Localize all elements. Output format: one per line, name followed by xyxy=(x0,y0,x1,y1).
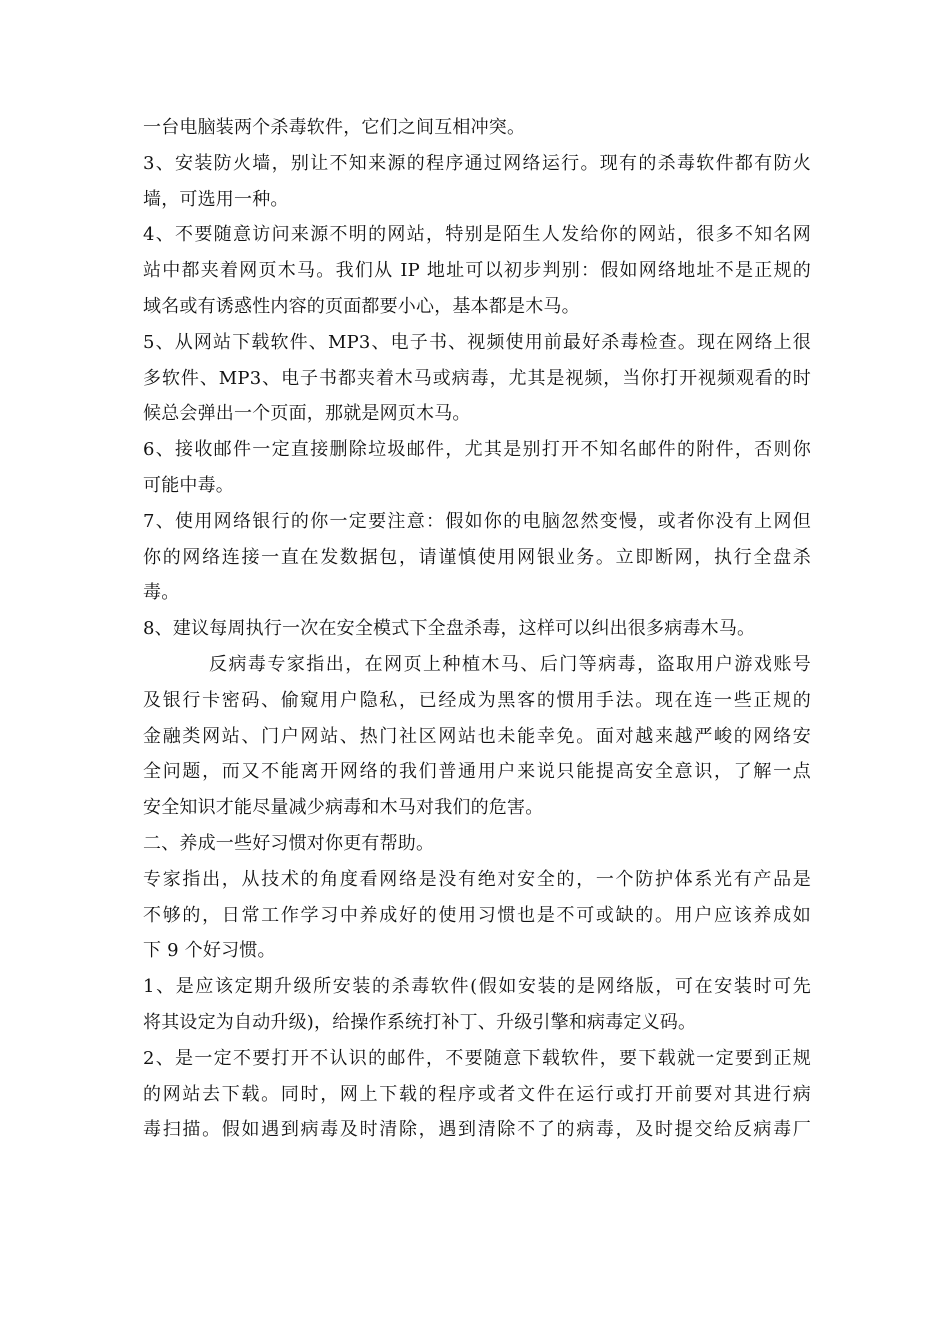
text-line: 及银行卡密码、偷窥用户隐私，已经成为黑客的惯用手法。现在连一些正规的 xyxy=(143,689,811,711)
text-line: 1、是应该定期升级所安装的杀毒软件(假如安装的是网络版，可在安装时可先 xyxy=(143,976,811,998)
text-line: 3、安装防火墙，别让不知来源的程序通过网络运行。现有的杀毒软件都有防火 xyxy=(143,152,811,174)
text-line: 可能中毒。 xyxy=(143,474,234,496)
text-line: 域名或有诱惑性内容的页面都要小心，基本都是木马。 xyxy=(143,295,580,317)
text-line: 候总会弹出一个页面，那就是网页木马。 xyxy=(143,403,471,425)
text-line: 安全知识才能尽量减少病毒和木马对我们的危害。 xyxy=(143,797,544,819)
text-line: 多软件、MP3、电子书都夹着木马或病毒，尤其是视频，当你打开视频观看的时 xyxy=(143,367,811,389)
text-line: 专家指出，从技术的角度看网络是没有绝对安全的，一个防护体系光有产品是 xyxy=(143,868,811,890)
text-line: 6、接收邮件一定直接删除垃圾邮件，尤其是别打开不知名邮件的附件，否则你 xyxy=(143,439,811,461)
text-line: 一台电脑装两个杀毒软件，它们之间互相冲突。 xyxy=(143,117,526,138)
text-line: 金融类网站、门户网站、热门社区网站也未能幸免。面对越来越严峻的网络安 xyxy=(143,725,811,747)
text-line: 5、从网站下载软件、MP3、电子书、视频使用前最好杀毒检查。现在网络上很 xyxy=(143,331,811,353)
text-line: 的网站去下载。同时，网上下载的程序或者文件在运行或打开前要对其进行病 xyxy=(143,1083,811,1105)
text-line: 全问题，而又不能离开网络的我们普通用户来说只能提高安全意识，了解一点 xyxy=(143,761,811,783)
text-line: 墙，可选用一种。 xyxy=(143,188,289,210)
text-line: 毒扫描。假如遇到病毒及时清除，遇到清除不了的病毒，及时提交给反病毒厂 xyxy=(143,1119,811,1141)
text-line: 下 9 个好习惯。 xyxy=(143,940,276,962)
text-line: 不够的，日常工作学习中养成好的使用习惯也是不可或缺的。用户应该养成如 xyxy=(143,904,811,926)
text-line: 毒。 xyxy=(143,582,180,604)
text-line: 反病毒专家指出，在网页上种植木马、后门等病毒，盗取用户游戏账号 xyxy=(209,653,811,675)
text-line: 站中都夹着网页木马。我们从 IP 地址可以初步判别：假如网络地址不是正规的 xyxy=(143,260,811,282)
text-line: 8、建议每周执行一次在安全模式下全盘杀毒，这样可以纠出很多病毒木马。 xyxy=(143,618,756,640)
text-line: 二、养成一些好习惯对你更有帮助。 xyxy=(143,832,435,854)
document-body xyxy=(143,110,811,1148)
text-line: 7、使用网络银行的你一定要注意：假如你的电脑忽然变慢，或者你没有上网但 xyxy=(143,510,811,532)
text-line: 你的网络连接一直在发数据包，请谨慎使用网银业务。立即断网，执行全盘杀 xyxy=(143,546,811,568)
text-line: 2、是一定不要打开不认识的邮件，不要随意下载软件，要下载就一定要到正规 xyxy=(143,1047,811,1069)
text-line: 将其设定为自动升级)，给操作系统打补丁、升级引擎和病毒定义码。 xyxy=(143,1011,697,1033)
text-line: 4、不要随意访问来源不明的网站，特别是陌生人发给你的网站，很多不知名网 xyxy=(143,224,811,246)
